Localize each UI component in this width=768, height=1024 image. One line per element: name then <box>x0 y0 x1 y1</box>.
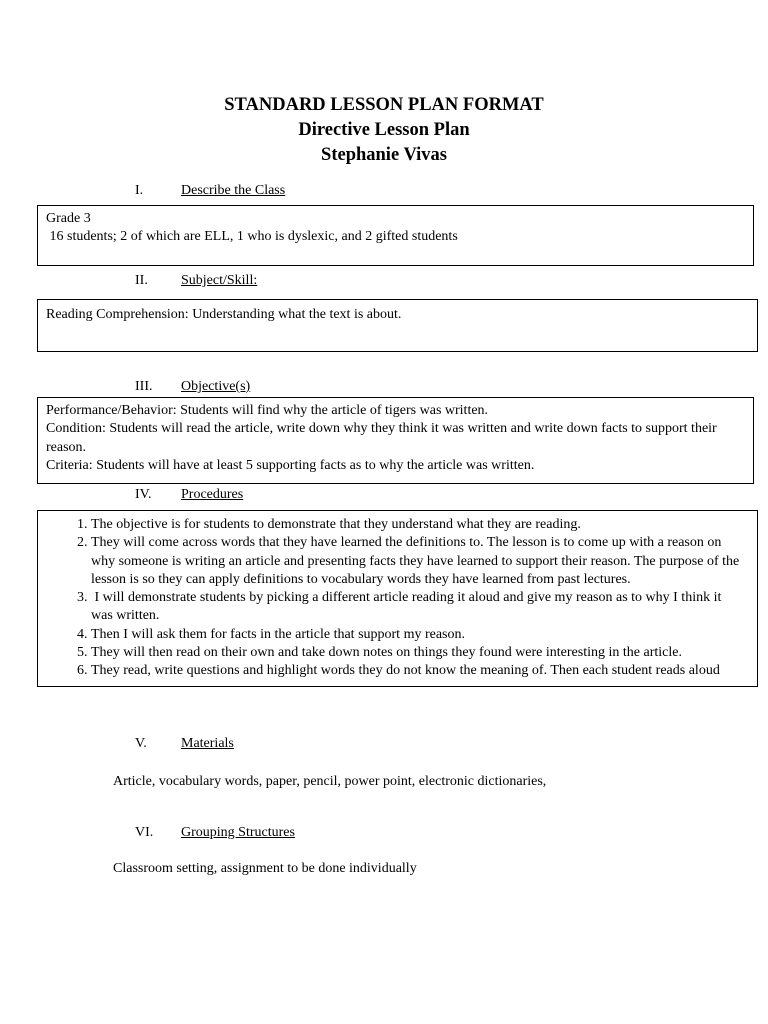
section-class-title: Describe the Class <box>181 183 286 198</box>
materials-text: Article, vocabulary words, paper, pencil, power point, electronic dictionaries, <box>113 774 547 789</box>
objective-criteria: Criteria: Students will have at least 5 supporting facts as to why the article was written. <box>46 457 535 473</box>
procedure-item: 3. I will demonstrate students by picking a different article reading it aloud and give my reason as to why I think it was written. <box>91 589 743 626</box>
procedure-item: 6. They read, write questions and highlight words they do not know the meaning of. Then each student reads aloud <box>91 662 743 680</box>
section-class-number: I. <box>135 183 144 198</box>
class-students: 16 students; 2 of which are ELL, 1 who is dyslexic, and 2 gifted students <box>46 229 458 245</box>
document-author: Stephanie Vivas <box>321 145 447 165</box>
procedure-item: 1. The objective is for students to demonstrate that they understand what they are reading. <box>91 516 743 534</box>
subject-box <box>37 299 758 352</box>
procedures-list <box>38 516 743 681</box>
section-objectives-number: III. <box>135 379 153 394</box>
procedure-item: 5. They will then read on their own and take down notes on things they found were interesting in the article. <box>91 644 743 662</box>
procedures-box <box>37 510 758 687</box>
section-procedures-number: IV. <box>135 487 152 502</box>
procedure-item: 4. Then I will ask them for facts in the article that support my reason. <box>91 626 743 644</box>
section-materials-title: Materials <box>181 736 234 751</box>
document-subtitle: Directive Lesson Plan <box>298 120 470 140</box>
grouping-text: Classroom setting, assignment to be done individually <box>113 861 417 876</box>
class-description-box <box>37 205 754 266</box>
section-subject-title: Subject/Skill: <box>181 273 258 288</box>
subject-text: Reading Comprehension: Understanding what the text is about. <box>46 307 402 322</box>
objective-condition: Condition: Students will read the article, write down why they think it was written and write down facts to support their reason. <box>46 421 717 455</box>
procedure-item: 2. They will come across words that they have learned the definitions to. The lesson is to come up with a reason on why someone is writing an article and presenting facts they have learned to support their reason. The purpose of the lesson is so they can apply definitions to vocabulary words they have learned from past lectures. <box>91 534 743 589</box>
section-materials-number: V. <box>135 736 147 751</box>
section-procedures-title: Procedures <box>181 487 244 502</box>
section-subject-number: II. <box>135 273 148 288</box>
section-grouping-number: VI. <box>135 825 154 840</box>
objectives-box <box>37 397 754 484</box>
section-grouping-title: Grouping Structures <box>181 825 295 840</box>
class-grade: Grade 3 <box>46 211 91 226</box>
section-objectives-title: Objective(s) <box>181 379 251 394</box>
objective-performance: Performance/Behavior: Students will find why the article of tigers was written. <box>46 403 489 418</box>
document-title: STANDARD LESSON PLAN FORMAT <box>224 95 544 115</box>
